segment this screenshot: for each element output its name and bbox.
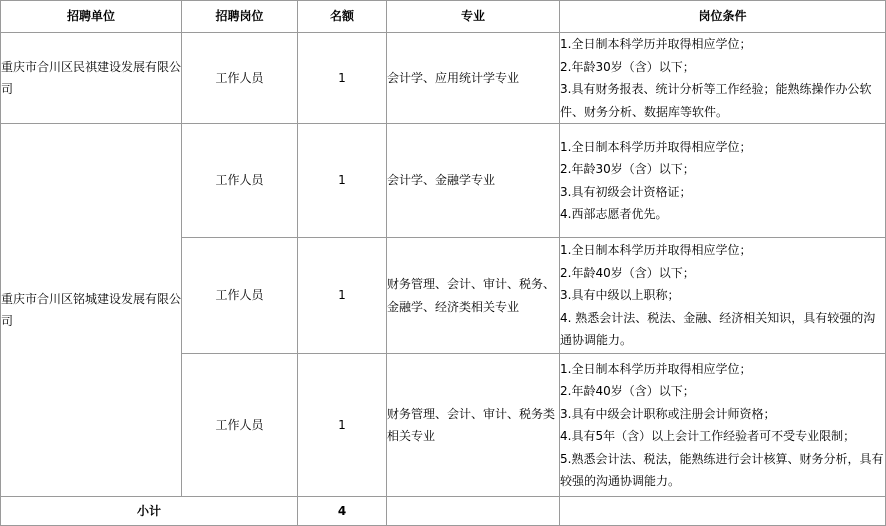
unit-cell: 重庆市合川区民祺建设发展有限公司 [1, 33, 182, 124]
condition-item: 1.全日制本科学历并取得相应学位； [560, 243, 752, 258]
position-cell: 工作人员 [182, 354, 298, 497]
condition-item: 3.具有中级会计职称或注册会计师资格； [560, 406, 776, 421]
condition-item: 3.具有财务报表、统计分析等工作经验；能熟练操作办公软件、财务分析、数据库等软件。 [560, 82, 872, 119]
condition-item: 1.全日制本科学历并取得相应学位； [560, 361, 752, 376]
quota-cell: 1 [298, 33, 387, 124]
condition-item: 2.年龄40岁（含）以下； [560, 265, 695, 280]
quota-cell: 1 [298, 238, 387, 354]
condition-item: 4. 熟悉会计法、税法、金融、经济相关知识，具有较强的沟通协调能力。 [560, 310, 876, 348]
quota-cell: 1 [298, 124, 387, 238]
position-cell: 工作人员 [182, 124, 298, 238]
major-cell: 财务管理、会计、审计、税务类相关专业 [387, 354, 560, 497]
condition-item: 2.年龄30岁（含）以下； [560, 162, 695, 176]
table-header-row [1, 1, 886, 33]
condition-item: 4.西部志愿者优先。 [560, 207, 668, 221]
condition-item: 3.具有初级会计资格证； [560, 184, 692, 199]
condition-item: 2.年龄40岁（含）以下； [560, 384, 695, 398]
major-cell: 会计学、金融学专业 [387, 124, 560, 238]
header-position: 招聘岗位 [182, 1, 298, 33]
condition-item: 3.具有中级以上职称； [560, 288, 680, 303]
table-row [1, 124, 886, 238]
total-quota: 4 [298, 497, 387, 526]
condition-item: 1.全日制本科学历并取得相应学位； [560, 37, 752, 51]
header-major: 专业 [387, 1, 560, 33]
header-conditions: 岗位条件 [560, 1, 886, 33]
conditions-cell [560, 354, 886, 497]
major-cell: 会计学、应用统计学专业 [387, 33, 560, 124]
conditions-cell [560, 33, 886, 124]
position-cell: 工作人员 [182, 238, 298, 354]
total-label: 小计 [1, 497, 298, 526]
table-row [1, 33, 886, 124]
unit-cell: 重庆市合川区铭城建设发展有限公司 [1, 124, 182, 497]
total-row [1, 497, 886, 526]
empty-cell [387, 497, 560, 526]
conditions-cell [560, 238, 886, 354]
header-unit: 招聘单位 [1, 1, 182, 33]
condition-item: 4.具有5年（含）以上会计工作经验者可不受专业限制； [560, 429, 856, 443]
header-quota: 名额 [298, 1, 387, 33]
position-cell: 工作人员 [182, 33, 298, 124]
quota-cell: 1 [298, 354, 387, 497]
condition-item: 5.熟悉会计法、税法，能熟练进行会计核算、财务分析，具有较强的沟通协调能力。 [560, 451, 884, 488]
condition-item: 1.全日制本科学历并取得相应学位； [560, 139, 752, 154]
condition-item: 2.年龄30岁（含）以下； [560, 59, 695, 74]
major-cell: 财务管理、会计、审计、税务、金融学、经济类相关专业 [387, 238, 560, 354]
empty-cell [560, 497, 886, 526]
conditions-cell [560, 124, 886, 238]
